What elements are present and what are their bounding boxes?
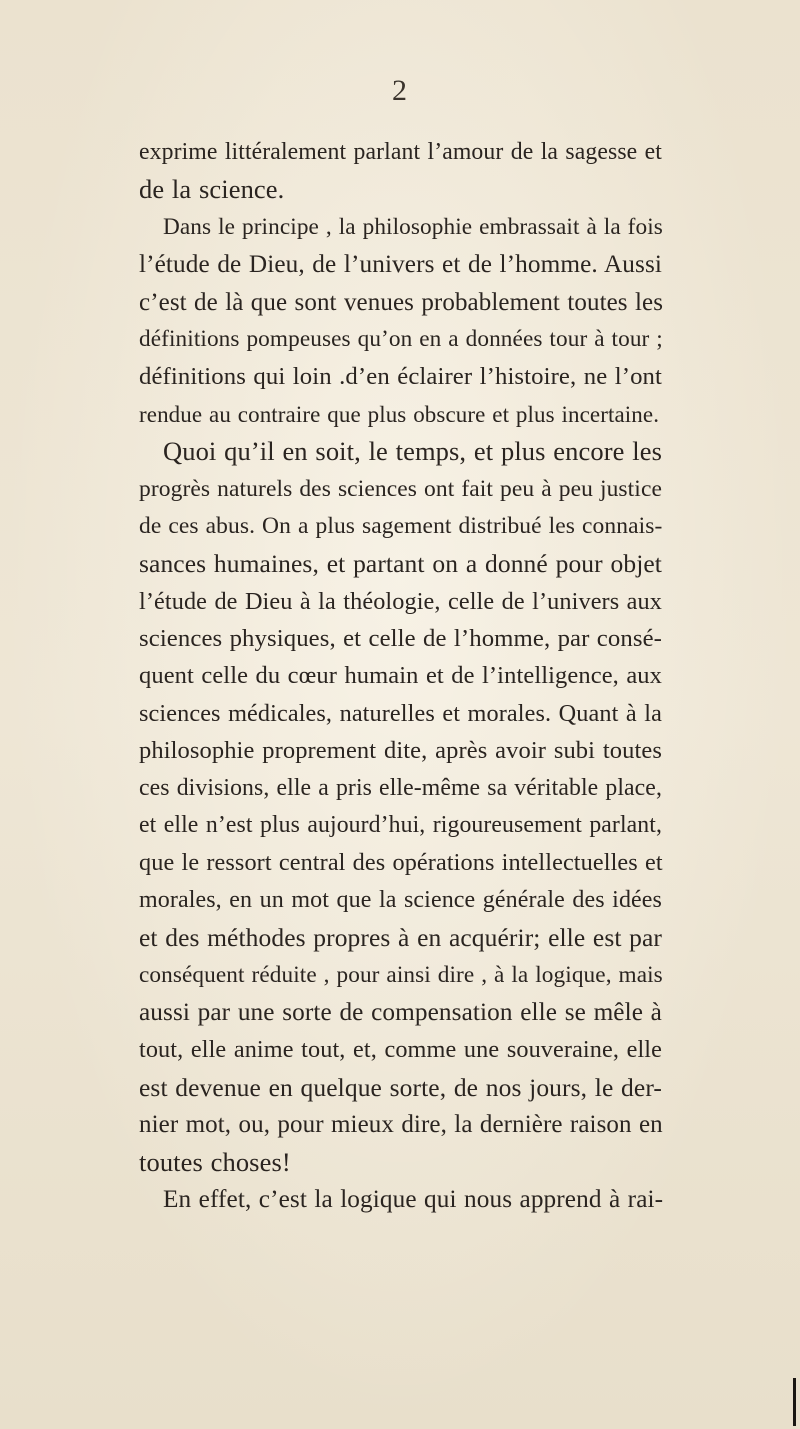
text-line: c’est de là que sont venues probablement toutes les bbox=[139, 288, 664, 316]
text-line: définitions qui loin .d’en éclairer l’histoire, ne l’ont bbox=[139, 363, 662, 391]
text-line: est devenue en quelque sorte, de nos jours, le der- bbox=[139, 1072, 662, 1102]
page-number: 2 bbox=[392, 74, 408, 107]
text-line: et des méthodes propres à en acquérir; elle est par bbox=[139, 923, 662, 953]
text-line: sciences physiques, et celle de l’homme, par consé- bbox=[139, 625, 662, 653]
text-line: et elle n’est plus aujourd’hui, rigoureusement parlant, bbox=[139, 812, 662, 839]
text-line: que le ressort central des opérations intellectuelles et bbox=[139, 849, 663, 877]
text-line: En effet, c’est la logique qui nous apprend à rai- bbox=[163, 1184, 664, 1213]
text-line: l’étude de Dieu à la théologie, celle de l’univers aux bbox=[139, 587, 662, 615]
text-line: de la science. bbox=[139, 174, 285, 205]
body-text bbox=[139, 134, 662, 1218]
text-line: tout, elle anime tout, et, comme une souveraine, elle bbox=[139, 1036, 662, 1064]
text-line: rendue au contraire que plus obscure et plus incertaine. bbox=[139, 401, 660, 427]
text-line: de ces abus. On a plus sagement distribué les connais- bbox=[139, 512, 663, 539]
text-line: sciences médicales, naturelles et morales. Quant à la bbox=[139, 699, 662, 727]
text-line: définitions pompeuses qu’on en a données tour à tour ; bbox=[139, 325, 663, 352]
text-line: morales, en un mot que la science générale des idées bbox=[139, 886, 662, 913]
page-edge-mark bbox=[793, 1378, 796, 1426]
text-line: nier mot, ou, pour mieux dire, la dernière raison en bbox=[139, 1111, 663, 1139]
text-line: progrès naturels des sciences ont fait peu à peu justice bbox=[139, 475, 662, 502]
text-line: ces divisions, elle a pris elle-même sa véritable place, bbox=[139, 774, 662, 801]
text-line: aussi par une sorte de compensation elle se mêle à bbox=[139, 997, 662, 1026]
text-line: Quoi qu’il en soit, le temps, et plus encore les bbox=[163, 436, 662, 467]
text-line: exprime littéralement parlant l’amour de la sagesse et bbox=[139, 139, 662, 165]
text-line: Dans le principe , la philosophie embrassait à la fois bbox=[163, 213, 663, 240]
text-line: conséquent réduite , pour ainsi dire , à la logique, mais bbox=[139, 961, 663, 988]
text-line: quent celle du cœur humain et de l’intelligence, aux bbox=[139, 662, 662, 690]
text-line: toutes choses! bbox=[139, 1146, 291, 1177]
text-line: sances humaines, et partant on a donné pour objet bbox=[139, 549, 662, 579]
text-line: philosophie proprement dite, après avoir subi toutes bbox=[139, 737, 662, 765]
text-line: l’étude de Dieu, de l’univers et de l’homme. Aussi bbox=[139, 250, 662, 279]
